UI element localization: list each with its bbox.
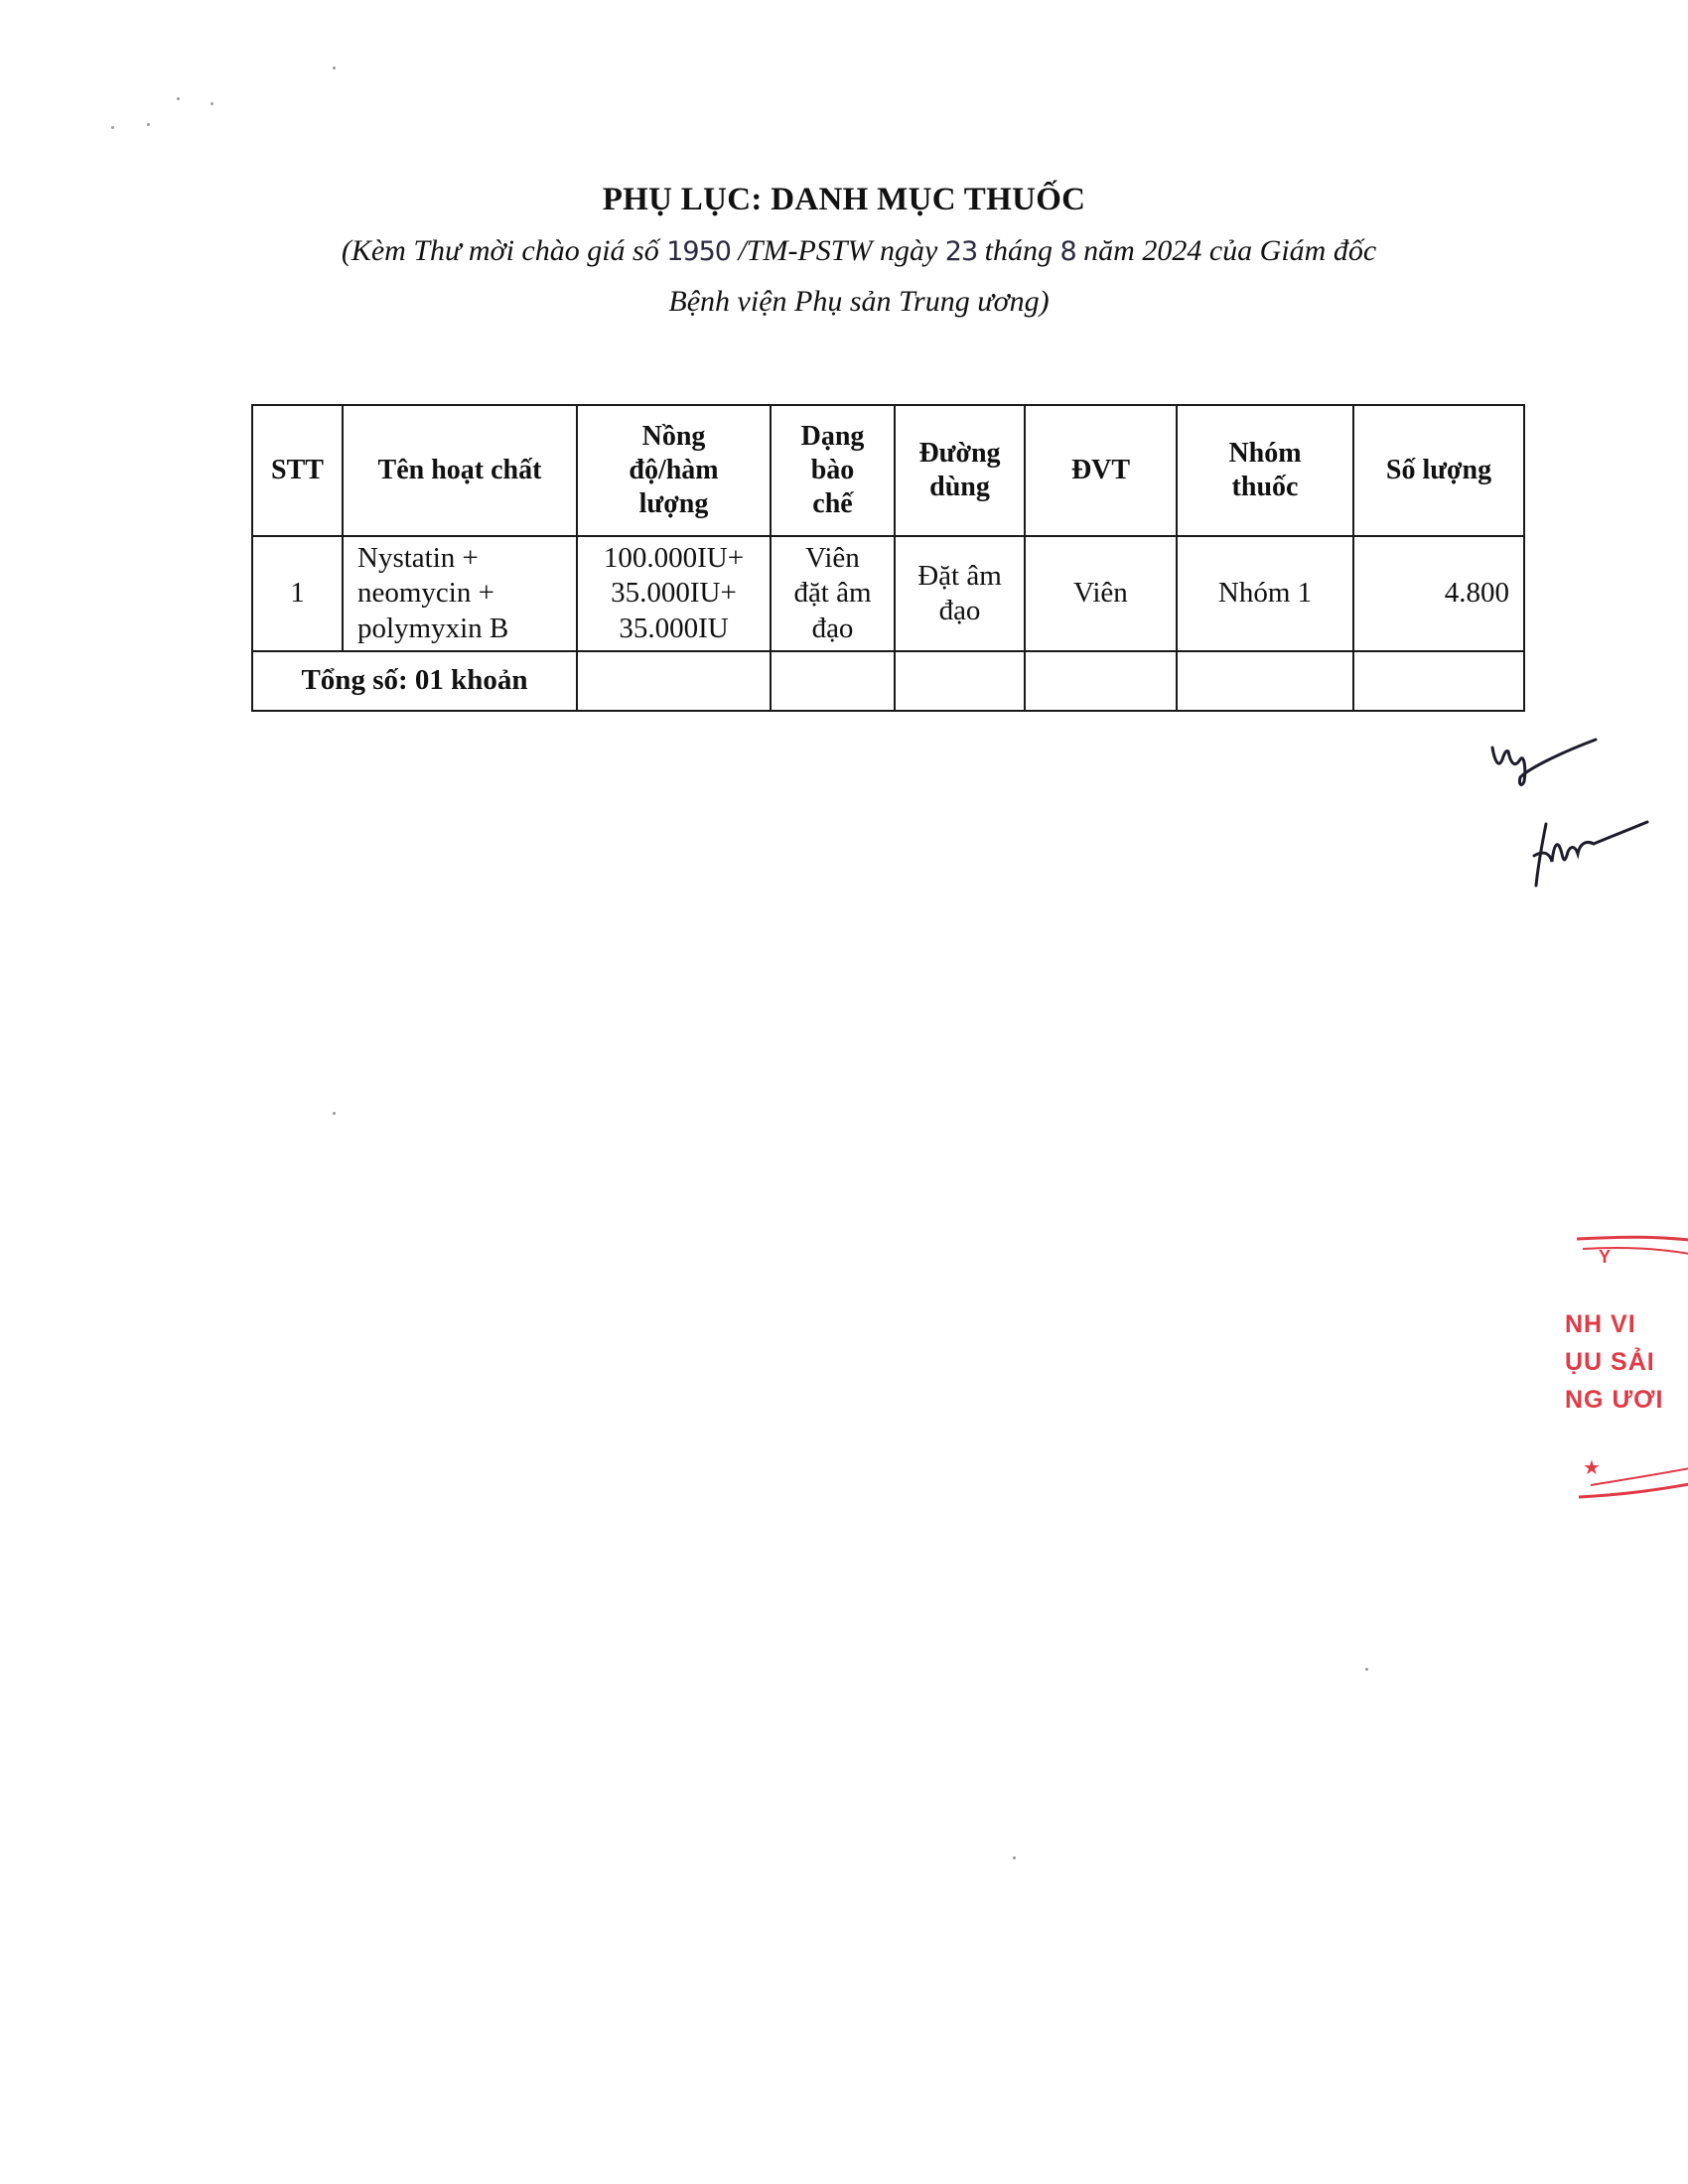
cell-route: Đặt âm đạo	[895, 536, 1025, 651]
scan-speck	[147, 123, 150, 126]
cell-unit: Viên	[1025, 536, 1177, 651]
total-cell-empty	[1353, 651, 1524, 711]
subtitle-middle-2: tháng	[977, 234, 1060, 267]
scan-speck	[333, 1112, 336, 1115]
seal-text-line: NG ƯƠI	[1565, 1386, 1664, 1414]
header-strength: Nồng độ/hàm lượng	[577, 405, 771, 536]
total-cell-empty	[771, 651, 895, 711]
scan-speck	[333, 67, 336, 69]
seal-star: ★	[1583, 1457, 1602, 1479]
cell-quantity: 4.800	[1353, 536, 1524, 651]
header-active-ingredient: Tên hoạt chất	[343, 405, 577, 536]
initials-signature-1	[1484, 730, 1604, 789]
drug-list-table	[251, 404, 1525, 712]
total-cell-empty	[1025, 651, 1177, 711]
seal-text-line: NH VI	[1565, 1310, 1636, 1338]
header-dosage-form: Dạng bào chế	[771, 405, 895, 536]
subtitle-prefix: (Kèm Thư mời chào giá số	[341, 234, 667, 267]
scan-speck	[177, 97, 180, 100]
total-label: Tổng số: 01 khoản	[252, 651, 577, 711]
document-title: PHỤ LỤC: DANH MỤC THUỐC	[602, 182, 1086, 217]
header-route: Đường dùng	[895, 405, 1025, 536]
seal-text-line: Y	[1599, 1247, 1613, 1267]
total-cell-empty	[577, 651, 771, 711]
cell-active-ingredient: Nystatin + neomycin + polymyxin B	[343, 536, 577, 651]
table-row	[252, 536, 1524, 651]
cell-stt: 1	[252, 536, 343, 651]
total-cell-empty	[1177, 651, 1353, 711]
scan-speck	[211, 102, 213, 105]
handwritten-day: 23	[944, 236, 978, 267]
scan-speck	[1365, 1668, 1368, 1671]
total-cell-empty	[895, 651, 1025, 711]
header-drug-group: Nhóm thuốc	[1177, 405, 1353, 536]
table-total-row	[252, 651, 1524, 711]
seal-text-line: ỤU SẢI	[1565, 1348, 1655, 1376]
cell-strength: 100.000IU+ 35.000IU+ 35.000IU	[577, 536, 771, 651]
document-subtitle-line-1	[0, 234, 1688, 268]
hospital-seal	[1557, 1219, 1688, 1517]
scan-speck	[1013, 1856, 1016, 1859]
subtitle-suffix: năm 2024 của Giám đốc	[1075, 234, 1377, 267]
handwritten-month: 8	[1059, 236, 1076, 267]
subtitle-middle-1: /TM-PSTW ngày	[730, 234, 945, 267]
cell-drug-group: Nhóm 1	[1177, 536, 1353, 651]
table-header-row	[252, 405, 1524, 536]
scan-speck	[111, 126, 114, 129]
header-unit: ĐVT	[1025, 405, 1177, 536]
cell-dosage-form: Viên đặt âm đạo	[771, 536, 895, 651]
document-subtitle-line-2: Bệnh viện Phụ sản Trung ương)	[668, 285, 1050, 318]
handwritten-document-number: 1950	[666, 236, 731, 267]
header-quantity: Số lượng	[1353, 405, 1524, 536]
header-stt: STT	[252, 405, 343, 536]
initials-signature-2	[1524, 814, 1653, 893]
